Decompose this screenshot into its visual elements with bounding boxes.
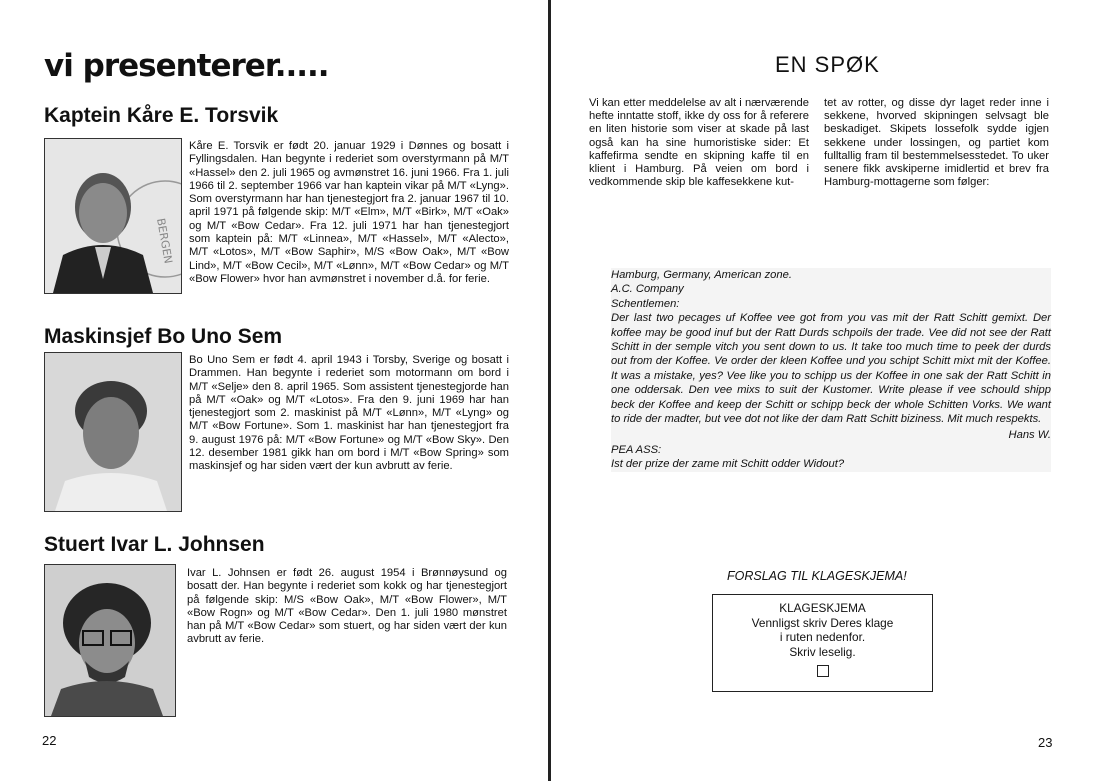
bio-torsvik: Kåre E. Torsvik er født 20. januar 1929 i Dønnes og bosatt i Fyllingsdalen. Han begynte i rederiet som overstyrmann på M/T «Hassel» den 2. juli 1965 og avmønstret 16. juni 1966. Fra 1. juli 1966 til 2. september 1966 var han kaptein vikar på M/T «Lyng». Som overstyrmann har han tjenestegjort fra 2. januar 1967 til 10. april 1971 på følgende skip: M/T «Elm», M/T «Birk», M/T «Oak» og M/T «Bow Cedar». Fra 12. juli 1971 har han tjenestegjort som kaptein på: M/T «Linnea», M/T «Hassel», M/T «Alecto», M/T «Lotos», M/T «Bow Saphir», M/S «Bow Oak», M/T «Bow Lind», M/T «Bow Cecil», M/T «Lønn», M/T «Bow Cedar» og M/T «Bow Flower» hvor han avmønstret i november d.å. for ferie. xyxy=(189,140,509,285)
letter-signature: Hans W. xyxy=(1008,429,1051,442)
page-number-right: 23 xyxy=(1038,735,1053,750)
letter-address-1: Hamburg, Germany, American zone. xyxy=(611,269,792,281)
letter-body: Der last two pecages uf Koffee vee got from you vas mit der Ratt Schitt gemixt. Der koffee may be good inuf but der Ratt Durds schpoils der trade. Vee did not see der Ratt Schitt in der semple vitch you sent down to us. It take too much time to peek der durds out from der Koffee. Ve order der kleen Koffee und you schipt Schitt mixt mit der Koffee. It was a mistake, yes? Vee like you to schipp us der Koffee in one sak der Ratt Schitt in one oddersak. Den vee mixs to suit der Kustomer. Write please if vee schould shipp beck der Koffee and keep der Schitt or schipp beck der whole Schitten Vorks. We want to ride der madter, but vee dot not like der dam Ratt Schitt biziness. Mit much respekts. xyxy=(611,312,1051,426)
right-page xyxy=(551,0,1100,781)
letter-salutation: Schentlemen: xyxy=(611,297,680,310)
letter-address-2: A.C. Company xyxy=(611,283,684,296)
section-heading: vi presenterer..... xyxy=(44,48,329,84)
page-number-left: 22 xyxy=(42,733,57,748)
portrait-torsvik xyxy=(44,138,182,294)
person-name-sem: Maskinsjef Bo Uno Sem xyxy=(44,325,283,348)
left-page xyxy=(0,0,549,781)
portrait-sem xyxy=(44,352,182,512)
letter-block xyxy=(611,268,1051,472)
person-name-johnsen: Stuert Ivar L. Johnsen xyxy=(44,533,265,556)
letter-ps-text: Ist der prize der zame mit Schitt odder Widout? xyxy=(611,458,845,471)
complaint-form-box xyxy=(712,594,933,692)
portrait-johnsen xyxy=(44,564,176,717)
article-column-1: Vi kan etter meddelelse av alt i nærværende hefte inntatte stoff, ikke dy oss for å referere en liten historie som viser at skade på last også kan ha sine humoristiske sider: Et kaffefirma sendte en skipning kaffe til en klient i Hamburg. På veien om bord i vedkommende skip ble kaffesekkene kut- xyxy=(589,97,809,189)
complaint-form-line-1: Vennligst skriv Deres klage xyxy=(751,615,894,630)
stamp-text: BERGEN xyxy=(154,217,175,265)
bio-johnsen: Ivar L. Johnsen er født 26. august 1954 i Brønnøysund og bosatt der. Han begynte i rederiet som kokk og har tjenestegjort på følgende skip: M/S «Bow Oak», M/T «Bow Flower», M/T «Bow Rogn» og M/T «Bow Cedar». Den 1. juli 1980 mønstret han på M/T «Bow Cedar» som stuert, og har siden vært der kun avbrutt av ferie. xyxy=(187,567,507,646)
complaint-form-line-2: i ruten nedenfor. xyxy=(779,630,866,644)
person-name-torsvik: Kaptein Kåre E. Torsvik xyxy=(44,104,279,127)
complaint-form-line-3: Skriv leselig. xyxy=(789,644,856,659)
article-heading: EN SPØK xyxy=(775,52,880,77)
bio-sem: Bo Uno Sem er født 4. april 1943 i Torsby, Sverige og bosatt i Drammen. Han begynte i rederiet som motormann om bord i M/T «Selje» den 8. april 1965. Som assistent tjenestegjorde han på M/T «Oak» og M/T «Lotos». Fra den 9. juni 1969 har han tjenestegjort som 2. maskinist på M/T «Lønn», M/T «Lyng» og M/T «Bow Fortune». Som 1. maskinist har han tjenestegjort fra 9. august 1976 på: M/T «Bow Fortune» og M/T «Bow Sky». Den 12. desember 1981 gikk han om bord i M/T «Bow Spring» som maskinsjef og har siden vært der kun avbrutt av ferie. xyxy=(189,354,509,473)
complaint-form-title: KLAGESKJEMA xyxy=(779,601,866,615)
letter-ps-label: PEA ASS: xyxy=(611,443,662,456)
complaint-checkbox[interactable] xyxy=(817,665,829,677)
forslag-heading: FORSLAG TIL KLAGESKJEMA! xyxy=(727,569,907,583)
article-column-2: tet av rotter, og disse dyr laget reder inne i sekkene, hvorved skipningen selvsagt ble beskadiget. Skipets lossefolk sydde igjen sekkene under lossingen, og partiet kom fulltallig fram til bestemmelsesstedet. To uker senere fikk avskiperne imidlertid et brev fra Hamburg-mottagerne som følger: xyxy=(824,97,1049,189)
